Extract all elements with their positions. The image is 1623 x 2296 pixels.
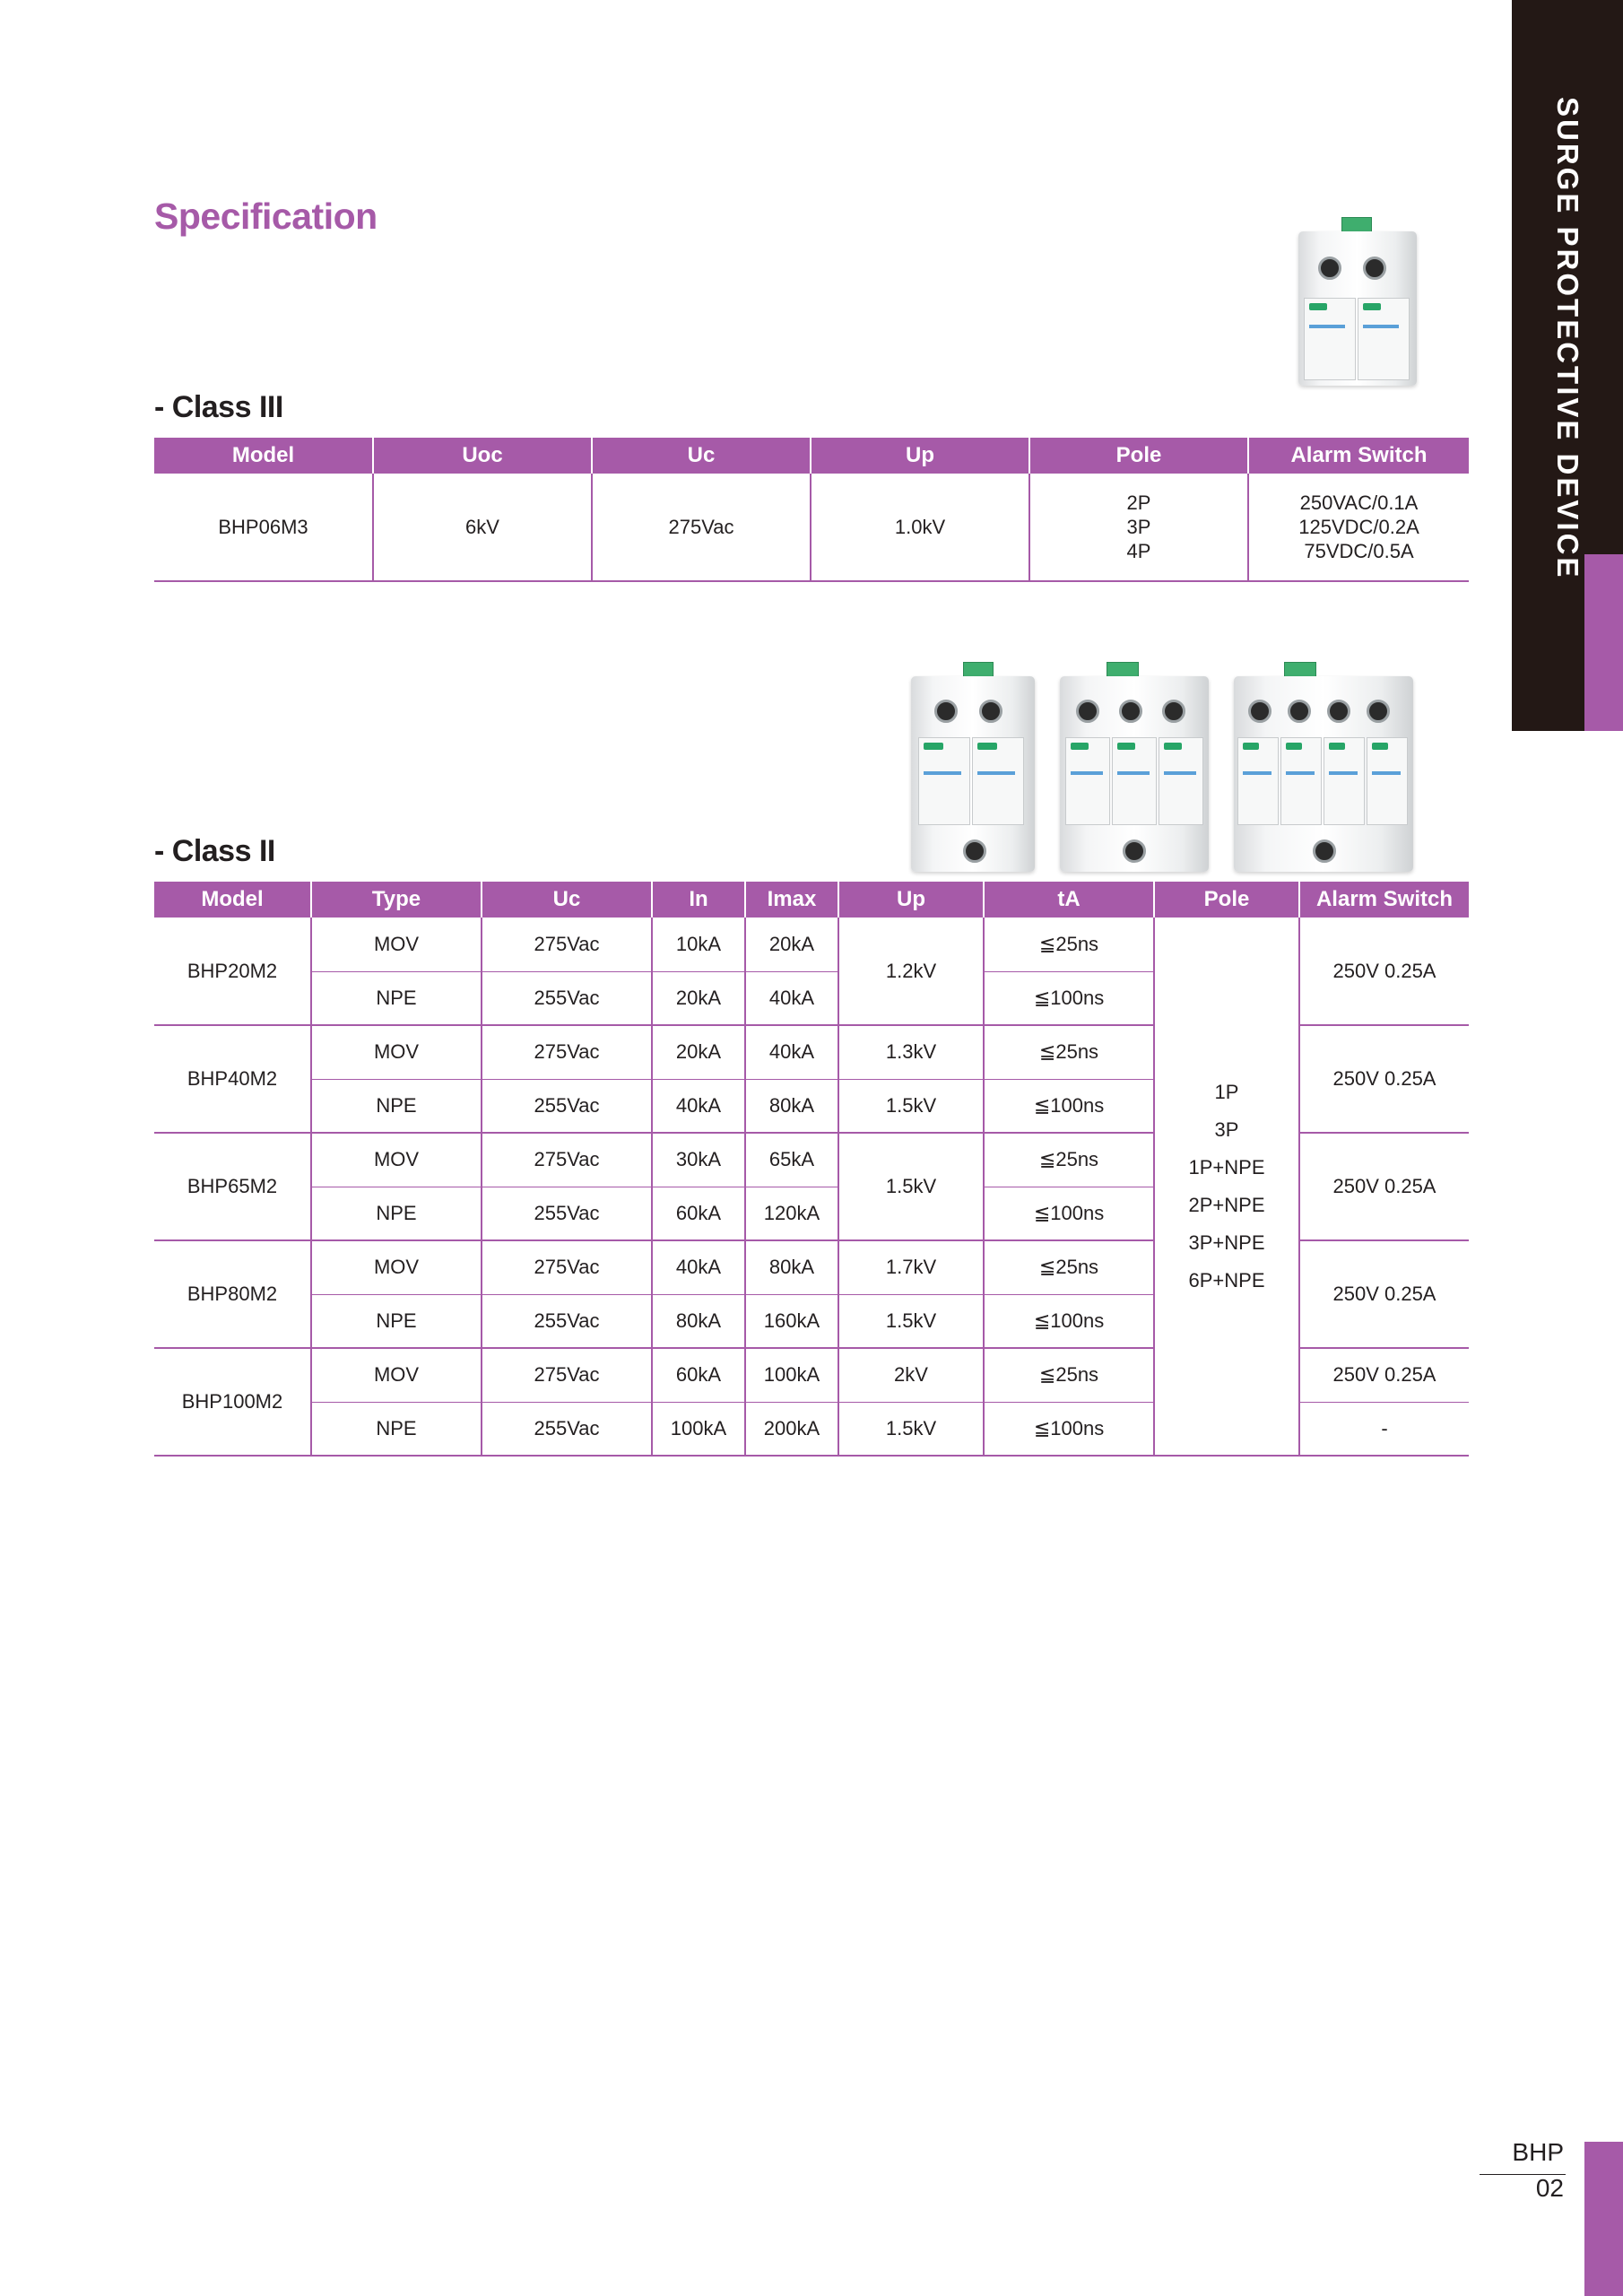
terminal-hole [1248, 700, 1271, 723]
imax-cell: 40kA [745, 971, 838, 1025]
in-cell: 40kA [652, 1079, 745, 1133]
type-cell: MOV [311, 1240, 482, 1294]
ta-cell: ≦100ns [984, 1187, 1154, 1240]
table-row [154, 474, 1469, 581]
type-cell: MOV [311, 1348, 482, 1402]
model-cell: BHP65M2 [154, 1133, 311, 1240]
device-module [1159, 737, 1203, 825]
imax-cell: 200kA [745, 1402, 838, 1456]
imax-cell: 100kA [745, 1348, 838, 1402]
device-module [972, 737, 1024, 825]
sidebar-title [1500, 97, 1623, 580]
label-stripe [1243, 771, 1271, 775]
pole-value: 1P+NPE [1188, 1155, 1265, 1178]
ta-cell: ≦25ns [984, 1348, 1154, 1402]
terminal-hole [1367, 700, 1390, 723]
status-window [1309, 303, 1327, 310]
page-title: Specification [154, 196, 378, 237]
pole-value: 2P [1126, 491, 1151, 514]
uoc-cell: 6kV [373, 474, 592, 581]
class2-title: - Class II [154, 834, 275, 868]
terminal-hole [1123, 839, 1146, 863]
terminal-hole [934, 700, 958, 723]
device-module [1237, 737, 1279, 825]
imax-cell: 160kA [745, 1294, 838, 1348]
header-cell: Model [154, 882, 311, 918]
label-stripe [1071, 771, 1103, 775]
up-cell: 1.2kV [838, 918, 984, 1025]
up-cell: 1.5kV [838, 1079, 984, 1133]
terminal-hole [1119, 700, 1142, 723]
imax-cell: 40kA [745, 1025, 838, 1079]
header-cell: Pole [1154, 882, 1299, 918]
imax-cell: 20kA [745, 918, 838, 971]
terminal-hole [1288, 700, 1311, 723]
type-cell: NPE [311, 971, 482, 1025]
uc-cell: 255Vac [482, 971, 652, 1025]
uc-cell: 275Vac [482, 1240, 652, 1294]
device-module [1367, 737, 1408, 825]
uc-cell: 275Vac [482, 1025, 652, 1079]
in-cell: 100kA [652, 1402, 745, 1456]
pole-cell [1154, 918, 1299, 1456]
terminal-hole [963, 839, 986, 863]
type-cell: MOV [311, 918, 482, 971]
alarm-switch-cell: 250V 0.25A [1299, 1348, 1469, 1402]
in-cell: 60kA [652, 1187, 745, 1240]
type-cell: MOV [311, 1133, 482, 1187]
uc-cell: 255Vac [482, 1079, 652, 1133]
status-window [1286, 743, 1302, 750]
pole-value: 6P+NPE [1188, 1268, 1265, 1292]
model-cell: BHP100M2 [154, 1348, 311, 1456]
in-cell: 10kA [652, 918, 745, 971]
footer-series: BHP [1512, 2138, 1564, 2166]
status-window [1243, 743, 1259, 750]
table-header-row [154, 438, 1469, 474]
label-stripe [1117, 771, 1150, 775]
header-cell: Alarm Switch [1248, 438, 1469, 474]
type-cell: NPE [311, 1079, 482, 1133]
status-window [1117, 743, 1135, 750]
type-cell: NPE [311, 1294, 482, 1348]
alarm-switch-cell [1248, 474, 1469, 581]
pole-value: 2P+NPE [1188, 1193, 1265, 1216]
ta-cell: ≦25ns [984, 1025, 1154, 1079]
imax-cell: 120kA [745, 1187, 838, 1240]
ta-cell: ≦100ns [984, 1294, 1154, 1348]
ta-cell: ≦25ns [984, 918, 1154, 971]
header-cell: Uoc [373, 438, 592, 474]
terminal-hole [1363, 257, 1386, 280]
terminal-hole [979, 700, 1002, 723]
terminal-hole [1076, 700, 1099, 723]
ta-cell: ≦25ns [984, 1240, 1154, 1294]
status-window [977, 743, 997, 750]
label-stripe [1363, 325, 1399, 328]
header-cell: Up [811, 438, 1029, 474]
status-window [1363, 303, 1381, 310]
label-stripe [924, 771, 961, 775]
up-cell: 1.5kV [838, 1402, 984, 1456]
ta-cell: ≦100ns [984, 1079, 1154, 1133]
up-cell: 1.0kV [811, 474, 1029, 581]
header-cell: Alarm Switch [1299, 882, 1469, 918]
alarm-value: 125VDC/0.2A [1298, 516, 1419, 538]
in-cell: 80kA [652, 1294, 745, 1348]
sidebar-title-text: SURGE PROTECTIVE DEVICE [1551, 97, 1584, 580]
up-cell: 1.7kV [838, 1240, 984, 1294]
header-cell: Uc [482, 882, 652, 918]
alarm-switch-cell: - [1299, 1402, 1469, 1456]
class3-product-image [1291, 217, 1440, 387]
table-row [154, 918, 1469, 971]
type-cell: NPE [311, 1402, 482, 1456]
header-cell: tA [984, 882, 1154, 918]
ta-cell: ≦100ns [984, 971, 1154, 1025]
header-cell: Model [154, 438, 373, 474]
ta-cell: ≦100ns [984, 1402, 1154, 1456]
label-stripe [1286, 771, 1315, 775]
class3-title: - Class III [154, 390, 283, 424]
in-cell: 60kA [652, 1348, 745, 1402]
label-stripe [1164, 771, 1196, 775]
class2-product-image-4p [1230, 662, 1419, 874]
uc-cell: 255Vac [482, 1294, 652, 1348]
pole-value: 4P [1126, 540, 1151, 562]
imax-cell: 65kA [745, 1133, 838, 1187]
pole-value: 3P [1214, 1118, 1239, 1141]
in-cell: 40kA [652, 1240, 745, 1294]
label-stripe [1329, 771, 1358, 775]
label-stripe [1309, 325, 1345, 328]
label-stripe [1372, 771, 1401, 775]
uc-cell: 275Vac [482, 918, 652, 971]
device-module [1324, 737, 1365, 825]
up-cell: 1.5kV [838, 1294, 984, 1348]
uc-cell: 255Vac [482, 1187, 652, 1240]
imax-cell: 80kA [745, 1240, 838, 1294]
alarm-value: 75VDC/0.5A [1304, 540, 1414, 562]
alarm-switch-cell: 250V 0.25A [1299, 1025, 1469, 1133]
device-module [1112, 737, 1157, 825]
terminal-hole [1318, 257, 1341, 280]
alarm-value: 250VAC/0.1A [1299, 491, 1419, 514]
type-cell: MOV [311, 1025, 482, 1079]
label-stripe [977, 771, 1015, 775]
device-module [1280, 737, 1322, 825]
header-cell: Uc [592, 438, 811, 474]
class2-table [154, 882, 1469, 1457]
uc-cell: 255Vac [482, 1402, 652, 1456]
class2-product-image-2p [907, 662, 1038, 874]
up-cell: 1.3kV [838, 1025, 984, 1079]
in-cell: 30kA [652, 1133, 745, 1187]
header-cell: Up [838, 882, 984, 918]
uc-cell: 275Vac [482, 1348, 652, 1402]
terminal-hole [1313, 839, 1336, 863]
status-window [1071, 743, 1089, 750]
type-cell: NPE [311, 1187, 482, 1240]
pole-value: 3P [1126, 516, 1151, 538]
model-cell: BHP40M2 [154, 1025, 311, 1133]
header-cell: In [652, 882, 745, 918]
alarm-switch-cell: 250V 0.25A [1299, 1240, 1469, 1348]
in-cell: 20kA [652, 971, 745, 1025]
alarm-switch-cell: 250V 0.25A [1299, 918, 1469, 1025]
ta-cell: ≦25ns [984, 1133, 1154, 1187]
uc-cell: 275Vac [482, 1133, 652, 1187]
page-number: 02 [1535, 2174, 1564, 2202]
header-cell: Pole [1029, 438, 1248, 474]
header-cell: Imax [745, 882, 838, 918]
class2-product-image-3p [1056, 662, 1212, 874]
footer-accent [1584, 2142, 1623, 2296]
status-window [1329, 743, 1345, 750]
table-header-row [154, 882, 1469, 918]
status-window [1372, 743, 1388, 750]
imax-cell: 80kA [745, 1079, 838, 1133]
terminal-hole [1162, 700, 1185, 723]
device-module [1065, 737, 1110, 825]
header-cell: Type [311, 882, 482, 918]
up-cell: 2kV [838, 1348, 984, 1402]
class3-table [154, 438, 1469, 582]
up-cell: 1.5kV [838, 1133, 984, 1240]
pole-cell [1029, 474, 1248, 581]
alarm-switch-cell: 250V 0.25A [1299, 1133, 1469, 1240]
model-cell: BHP80M2 [154, 1240, 311, 1348]
pole-value: 3P+NPE [1188, 1231, 1265, 1254]
status-window [1164, 743, 1182, 750]
device-module [918, 737, 970, 825]
uc-cell: 275Vac [592, 474, 811, 581]
pole-value: 1P [1214, 1080, 1239, 1103]
in-cell: 20kA [652, 1025, 745, 1079]
sidebar-accent [1584, 554, 1623, 731]
model-cell: BHP06M3 [154, 474, 373, 581]
terminal-hole [1327, 700, 1350, 723]
status-window [924, 743, 943, 750]
model-cell: BHP20M2 [154, 918, 311, 1025]
